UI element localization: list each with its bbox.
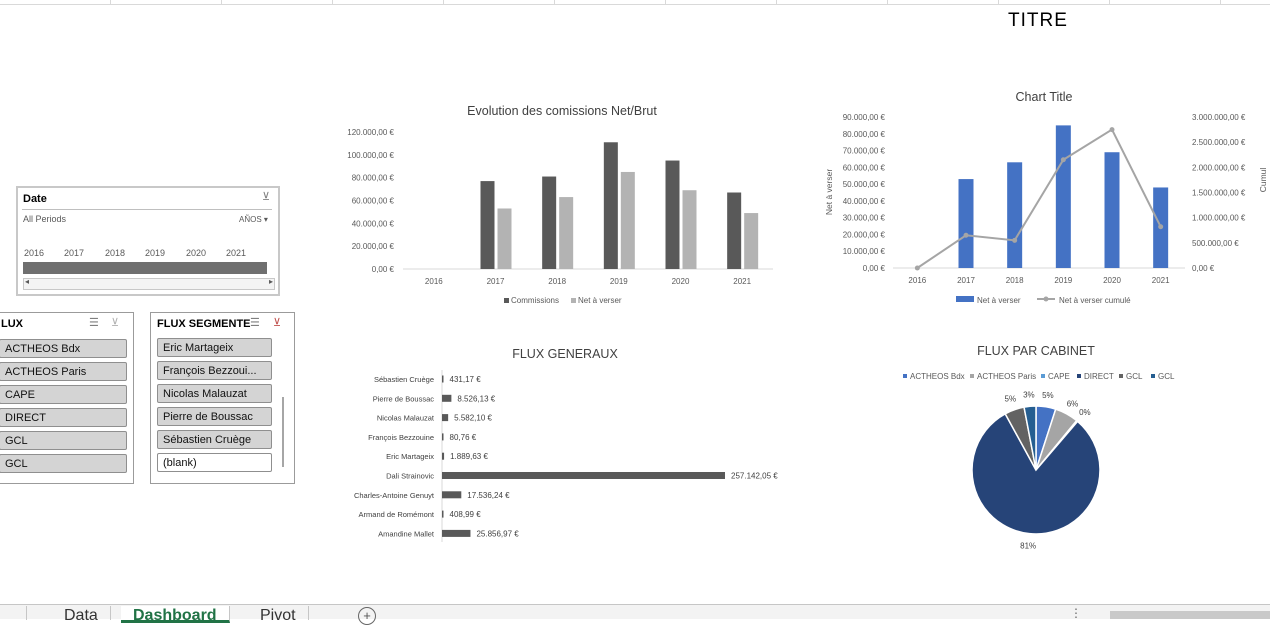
more-options-icon[interactable]: ⋮ (1070, 606, 1082, 620)
timeline-level-label: AÑOS (239, 215, 262, 224)
y-tick-label: 60.000,00 € (351, 196, 394, 206)
clear-filter-icon[interactable]: ⊻ (273, 317, 282, 329)
data-label: 81% (1020, 541, 1037, 551)
line-point (1110, 127, 1115, 132)
timeline-year[interactable]: 2020 (186, 248, 207, 258)
page-title: TITRE (1008, 10, 1068, 31)
timeline-title: Date (23, 193, 47, 205)
chart-title: Chart Title (1015, 90, 1073, 104)
legend-swatch (504, 298, 509, 303)
multi-select-icon[interactable]: ☰ (250, 317, 260, 329)
slicer-flux-item[interactable]: DIRECT (0, 408, 127, 427)
chevron-down-icon: ▾ (263, 215, 268, 224)
slicer-segment-item[interactable]: François Bezzoui... (157, 361, 272, 380)
slicer-flux-item[interactable]: ACTHEOS Paris (0, 362, 127, 381)
x-tick-label: 2018 (548, 277, 567, 286)
y-tick-label: 100.000,00 € (347, 150, 394, 160)
bar (498, 208, 512, 269)
data-label: 1.889,63 € (450, 452, 488, 462)
legend-swatch (1077, 374, 1081, 378)
data-label: 257.142,05 € (731, 471, 778, 481)
y-tick-label: Armand de Romémont (358, 510, 434, 520)
y-tick-label: 10.000,00 € (842, 247, 885, 257)
x-tick-label: 2021 (1151, 276, 1170, 285)
line-point (915, 266, 920, 271)
y2-tick-label: 1.500.000,00 € (1192, 188, 1246, 198)
tab-data[interactable]: Data (52, 606, 111, 620)
x-tick-label: 2016 (424, 277, 443, 286)
bar (1105, 152, 1120, 268)
legend-swatch (571, 298, 576, 303)
data-label: 5% (1004, 394, 1017, 404)
legend-label: DIRECT (1084, 372, 1114, 381)
legend-label: Net à verser (578, 296, 622, 305)
bar (442, 395, 451, 402)
line-point (1012, 238, 1017, 243)
bar (959, 179, 974, 268)
y-tick-label: Sébastien Cruège (373, 375, 434, 384)
legend-label: Commissions (511, 296, 560, 305)
sheet-tab-bar (0, 604, 1270, 623)
data-label: 0% (1079, 407, 1091, 417)
line-series (917, 130, 1160, 268)
bar (1007, 162, 1022, 268)
y-tick-label: 40.000,00 € (842, 196, 885, 206)
line-point (1061, 157, 1066, 162)
legend-label: GCL (1158, 372, 1175, 381)
legend-label: Net à verser cumulé (1059, 296, 1131, 305)
y-tick-label: 90.000,00 € (842, 113, 885, 122)
data-label: 5% (1042, 390, 1054, 400)
bar (559, 197, 573, 269)
legend-swatch (1119, 374, 1123, 378)
timeline-year[interactable]: 2016 (24, 248, 45, 258)
slicer-segment-item[interactable]: Eric Martageix (157, 338, 272, 357)
data-label: 408,99 € (449, 510, 481, 520)
data-label: 6% (1066, 399, 1079, 409)
bar (442, 511, 444, 518)
data-label: 17.536,24 € (467, 490, 510, 500)
y-tick-label: 30.000,00 € (842, 213, 885, 223)
timeline-year[interactable]: 2018 (105, 248, 126, 258)
x-tick-label: 2019 (1054, 276, 1073, 285)
slicer-flux-title: LUX (1, 318, 23, 330)
y2-tick-label: 1.000.000,00 € (1192, 213, 1246, 223)
multi-select-icon[interactable]: ☰ (89, 317, 99, 329)
x-tick-label: 2020 (671, 277, 690, 286)
data-label: 3% (1023, 390, 1035, 400)
x-tick-label: 2021 (733, 277, 752, 286)
bar (604, 142, 618, 269)
x-tick-label: 2018 (1005, 276, 1024, 285)
bar (1056, 125, 1071, 268)
data-label: 431,17 € (449, 375, 481, 384)
data-label: 80,76 € (449, 432, 477, 442)
x-tick-label: 2017 (486, 277, 505, 286)
y-tick-label: 50.000,00 € (842, 180, 885, 190)
y-tick-label: 120.000,00 € (347, 128, 394, 137)
bar (442, 472, 725, 479)
legend-label: ACTHEOS Paris (977, 372, 1037, 381)
y-tick-label: 40.000,00 € (351, 219, 394, 229)
tab-dashboard[interactable]: Dashboard (121, 606, 230, 623)
y-tick-label: Amandine Mallet (378, 529, 434, 539)
y-tick-label: 80.000,00 € (842, 129, 885, 139)
bar (442, 530, 470, 537)
y-tick-label: Pierre de Boussac (372, 394, 434, 404)
x-tick-label: 2019 (609, 277, 628, 286)
y-tick-label: 20.000,00 € (842, 230, 885, 240)
y-tick-label: 70.000,00 € (842, 146, 885, 156)
tab-pivot[interactable]: Pivot (248, 606, 309, 620)
x-tick-label: 2017 (957, 276, 975, 285)
legend-label: CAPE (1048, 372, 1070, 381)
slicer-segment-item[interactable]: Nicolas Malauzat (157, 384, 272, 403)
slicer-segment-item[interactable]: Pierre de Boussac (157, 407, 272, 426)
data-label: 25.856,97 € (476, 529, 519, 539)
bar (683, 190, 697, 269)
bar (442, 414, 448, 421)
clear-filter-icon[interactable]: ⊻ (262, 191, 271, 203)
slicer-segment-title: FLUX SEGMENTE (157, 318, 251, 330)
slicer-flux-item[interactable]: GCL (0, 431, 127, 450)
chart-title: Evolution des comissions Net/Brut (467, 104, 657, 118)
y-tick-label: 80.000,00 € (351, 173, 394, 183)
legend-swatch-marker (1044, 297, 1049, 302)
bar (542, 177, 556, 269)
bar (666, 161, 680, 269)
timeline-period-label: All Periods (23, 214, 67, 224)
y2-tick-label: 2.500.000,00 € (1192, 138, 1246, 148)
bar (744, 213, 758, 269)
slicer-segment-item[interactable]: Sébastien Cruège (157, 430, 272, 449)
y2-tick-label: 500.000,00 € (1192, 238, 1239, 248)
x-tick-label: 2020 (1103, 276, 1121, 285)
y-tick-label: Dali Strainovic (386, 471, 434, 481)
y2-tick-label: 3.000.000,00 € (1192, 113, 1246, 122)
data-label: 5.582,10 € (454, 413, 492, 423)
chart-title: FLUX GENERAUX (512, 347, 618, 361)
data-label: 8.526,13 € (457, 394, 496, 404)
slicer-segment-item[interactable]: (blank) (157, 453, 272, 472)
scroll-right-icon[interactable]: ▸ (268, 277, 273, 286)
y2-axis-label: Cumul (1258, 167, 1268, 193)
y-tick-label: 0,00 € (371, 265, 394, 274)
y2-tick-label: 0,00 € (1192, 264, 1215, 273)
bar (442, 453, 444, 460)
bar (621, 172, 635, 269)
slicer-flux-item[interactable]: ACTHEOS Bdx (0, 339, 127, 358)
add-sheet-icon[interactable]: + (358, 607, 376, 625)
legend-label: Net à verser (977, 296, 1021, 305)
legend-label: GCL (1126, 372, 1143, 381)
legend-swatch (970, 374, 974, 378)
x-tick-label: 2016 (908, 276, 927, 285)
y2-tick-label: 2.000.000,00 € (1192, 163, 1246, 173)
bar (442, 433, 444, 440)
timeline-year[interactable]: 2021 (226, 248, 247, 258)
timeline-year[interactable]: 2019 (145, 248, 166, 258)
clear-filter-icon[interactable]: ⊻ (111, 317, 120, 329)
legend-label: ACTHEOS Bdx (910, 372, 965, 381)
chart-title: FLUX PAR CABINET (977, 344, 1095, 358)
line-point (964, 233, 969, 238)
y-axis-label: Net à verser (824, 168, 834, 216)
y-tick-label: Eric Martageix (386, 452, 434, 462)
y-tick-label: Charles-Antoine Genuyt (353, 490, 434, 500)
legend-swatch (1041, 374, 1045, 378)
bar (727, 193, 741, 269)
slicer-flux-item[interactable]: GCL (0, 454, 127, 473)
bar (481, 181, 495, 269)
y-tick-label: 0,00 € (862, 264, 885, 273)
y-tick-label: 20.000,00 € (351, 242, 394, 252)
line-point (1158, 224, 1163, 229)
scroll-left-icon[interactable]: ◂ (25, 277, 30, 286)
timeline-year[interactable]: 2017 (64, 248, 85, 258)
bar (442, 491, 461, 498)
y-tick-label: Nicolas Malauzat (376, 413, 434, 423)
slicer-flux-item[interactable]: CAPE (0, 385, 127, 404)
legend-swatch (903, 374, 907, 378)
legend-swatch (1151, 374, 1155, 378)
legend-swatch (956, 296, 974, 302)
y-tick-label: François Bezzouine (368, 432, 434, 442)
bar (442, 376, 444, 383)
y-tick-label: 60.000,00 € (842, 163, 885, 173)
